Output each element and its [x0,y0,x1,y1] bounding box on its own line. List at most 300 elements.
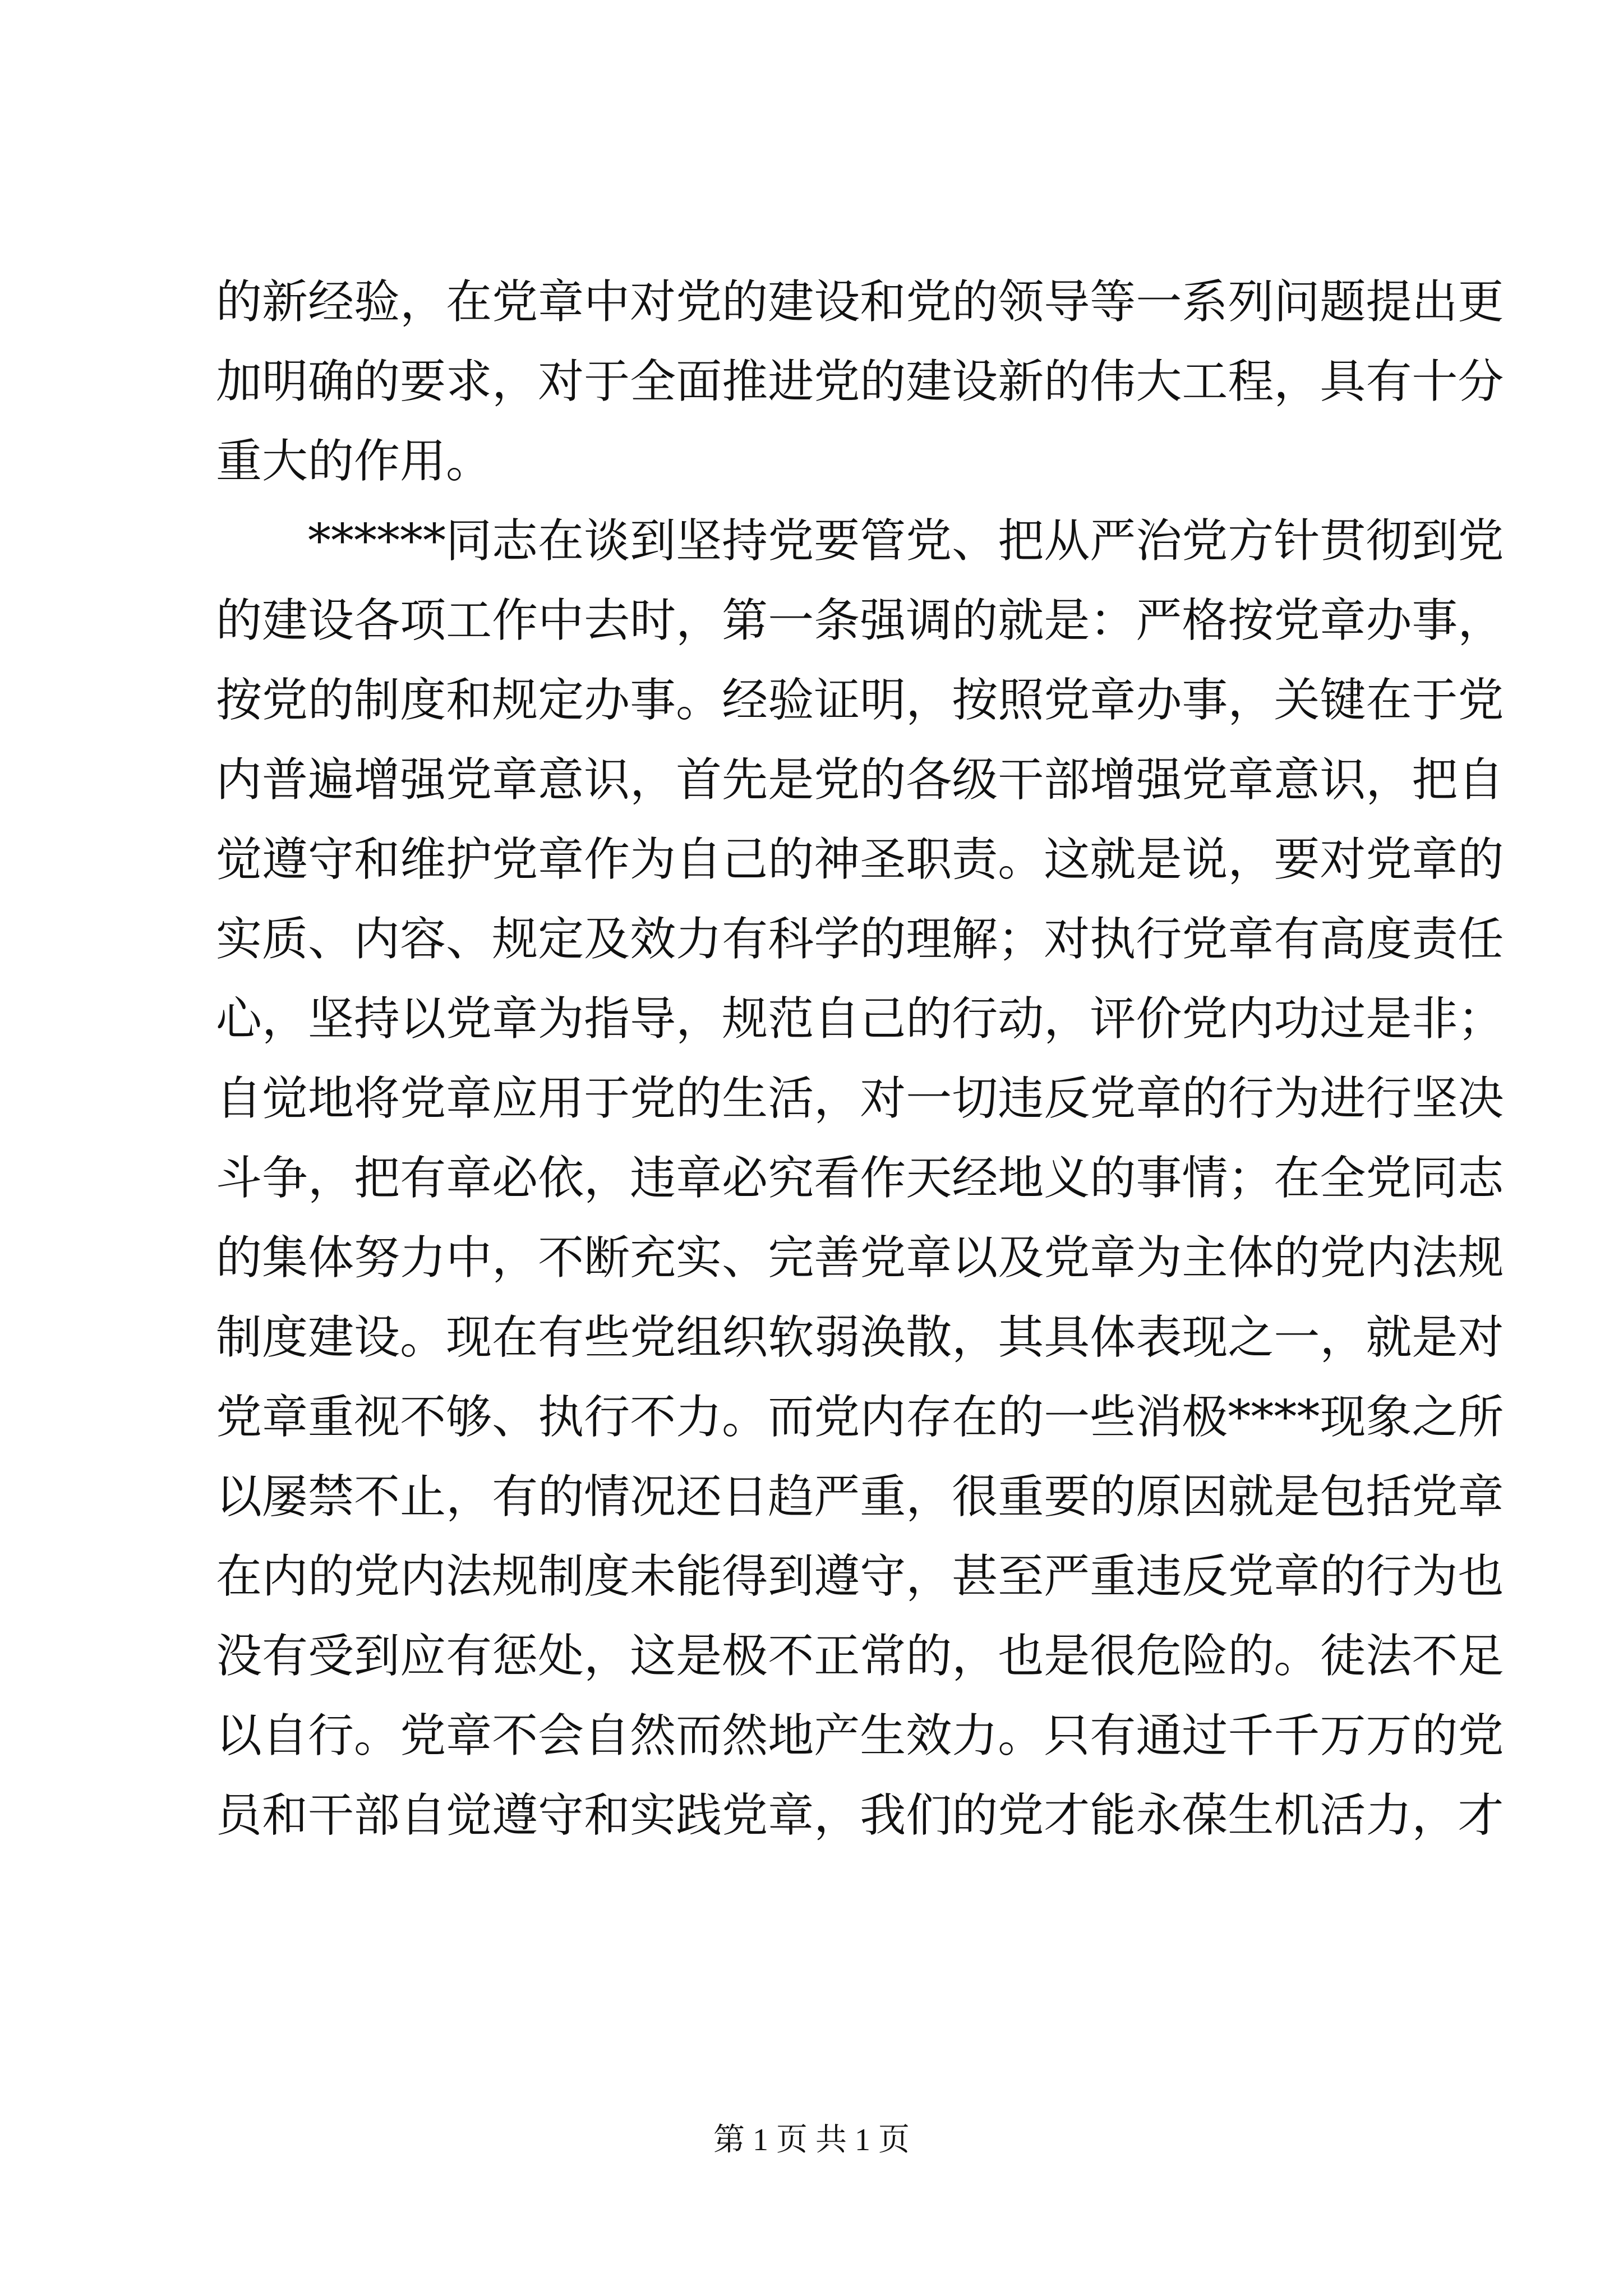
glyph: 验 [768,674,814,727]
glyph: 照 [998,674,1044,727]
glyph: 把 [354,1152,400,1205]
glyph: 地 [768,1709,814,1763]
glyph: ， [630,753,676,807]
glyph: * [331,514,354,568]
glyph: 就 [1228,1470,1274,1524]
glyph: 和 [584,1789,630,1842]
glyph: 我 [860,1789,906,1842]
glyph: 执 [1090,913,1136,966]
glyph: 强 [400,753,446,807]
glyph: ， [952,1311,998,1364]
glyph: 永 [1136,1789,1182,1842]
glyph: 现 [1182,1311,1228,1364]
glyph: 要 [814,514,860,568]
glyph: 以 [216,1709,262,1763]
glyph: 证 [814,674,860,727]
glyph: 很 [1090,1630,1136,1683]
glyph: 是 [1274,1470,1320,1524]
glyph: 的 [998,1391,1044,1444]
glyph: 体 [308,1231,354,1285]
glyph: 题 [1320,275,1366,329]
glyph: ， [952,1630,998,1683]
glyph: 建 [906,355,952,408]
glyph: 内 [860,1391,906,1444]
glyph: ， [1320,1311,1366,1364]
glyph: 设 [814,275,860,329]
glyph: 项 [400,594,446,647]
glyph: 生 [860,1709,906,1763]
glyph: 提 [1366,275,1412,329]
glyph: 的 [860,913,906,966]
glyph: 的 [676,1072,722,1125]
glyph: 全 [1320,1152,1366,1205]
glyph: 应 [492,1072,538,1125]
glyph: 设 [952,355,998,408]
glyph: 甚 [952,1550,998,1603]
glyph: 不 [492,1709,538,1763]
glyph: 强 [860,594,906,647]
glyph: 干 [308,1789,354,1842]
glyph: 验 [354,275,400,329]
glyph: 党 [446,992,492,1046]
text-line [216,342,1504,422]
glyph: 义 [1044,1152,1090,1205]
glyph: 至 [998,1550,1044,1603]
glyph: 践 [676,1789,722,1842]
glyph: 的 [722,275,768,329]
glyph: 会 [538,1709,584,1763]
glyph: 效 [906,1709,952,1763]
glyph: 度 [1366,913,1412,966]
glyph: 以 [216,1470,262,1524]
glyph: 制 [538,1550,584,1603]
glyph: 其 [998,1311,1044,1364]
text-line [216,1218,1504,1298]
glyph: 些 [1090,1391,1136,1444]
glyph: 违 [630,1152,676,1205]
glyph: 斗 [216,1152,262,1205]
glyph: 己 [722,833,768,886]
glyph: 及 [998,1231,1044,1285]
glyph: 把 [1412,753,1458,807]
glyph: ， [906,674,952,727]
glyph: 章 [768,1789,814,1842]
glyph: 生 [722,1072,768,1125]
glyph: 有 [538,1311,584,1364]
glyph: 组 [676,1311,722,1364]
glyph: 受 [308,1630,354,1683]
glyph: 对 [1044,913,1090,966]
glyph: 的 [1320,1550,1366,1603]
glyph: 章 [262,1391,308,1444]
glyph: 于 [584,355,630,408]
glyph: 过 [1182,1709,1228,1763]
glyph: 谈 [584,514,630,568]
glyph: 经 [308,275,354,329]
glyph: 究 [768,1152,814,1205]
paragraph [216,501,1504,1856]
glyph: 党 [1274,594,1320,647]
glyph: 极 [1182,1391,1228,1444]
glyph: 而 [768,1391,814,1444]
glyph: 章 [492,992,538,1046]
glyph: 反 [1182,1550,1228,1603]
glyph: 设 [354,1311,400,1364]
glyph: 党 [768,514,814,568]
glyph: 的 [952,275,998,329]
glyph: 一 [1044,1391,1090,1444]
glyph: 级 [952,753,998,807]
glyph: 规 [492,674,538,727]
glyph: 条 [814,594,860,647]
glyph: * [354,514,377,568]
glyph: 过 [1320,992,1366,1046]
glyph: 定 [538,674,584,727]
glyph: 党 [492,833,538,886]
glyph: 党 [1458,674,1504,727]
glyph: 万 [1320,1709,1366,1763]
glyph: 原 [1136,1470,1182,1524]
glyph: 决 [1458,1072,1504,1125]
glyph: 是 [1044,1630,1090,1683]
glyph: 弱 [814,1311,860,1364]
glyph: ， [676,594,722,647]
glyph: 党 [1090,1072,1136,1125]
glyph: 党 [1182,514,1228,568]
glyph: 实 [630,1789,676,1842]
glyph: 章 [492,753,538,807]
glyph: 处 [538,1630,584,1683]
glyph: ， [676,992,722,1046]
glyph: * [423,514,446,568]
glyph: 增 [354,753,400,807]
glyph: 章 [538,275,584,329]
glyph: 努 [354,1231,400,1285]
glyph: 才 [1458,1789,1504,1842]
glyph: ， [814,1072,860,1125]
glyph: 因 [1182,1470,1228,1524]
glyph: 之 [1412,1391,1458,1444]
glyph: 断 [584,1231,630,1285]
glyph: 党 [722,1789,768,1842]
glyph: 具 [1044,1311,1090,1364]
glyph: 作 [584,833,630,886]
glyph: 调 [906,594,952,647]
glyph: 章 [1412,833,1458,886]
glyph: 维 [400,833,446,886]
glyph: 具 [1320,355,1366,408]
glyph: 活 [768,1072,814,1125]
glyph: 未 [630,1550,676,1603]
glyph: 领 [998,275,1044,329]
glyph: 得 [722,1550,768,1603]
glyph: 行 [1366,1072,1412,1125]
glyph: 己 [860,992,906,1046]
glyph: 键 [1320,674,1366,727]
glyph: 现 [1320,1391,1366,1444]
glyph: 第 [722,594,768,647]
glyph: * [1297,1391,1320,1444]
glyph: 党 [354,1550,400,1603]
glyph: 的 [1458,833,1504,886]
paragraph [216,263,1504,501]
glyph: 力 [952,1709,998,1763]
glyph: 章 [906,1231,952,1285]
glyph: 新 [262,275,308,329]
glyph: 员 [216,1789,262,1842]
text-line [216,422,1410,501]
glyph: 表 [1136,1311,1182,1364]
glyph: 机 [1274,1789,1320,1842]
glyph: 章 [446,1152,492,1205]
text-line [216,1457,1504,1537]
glyph: 有 [262,1630,308,1683]
glyph: 自 [676,833,722,886]
glyph: 为 [1274,1072,1320,1125]
glyph: 依 [538,1152,584,1205]
glyph: 的 [952,594,998,647]
glyph: 有 [1090,1709,1136,1763]
glyph: 彻 [1366,514,1412,568]
glyph: 列 [1228,275,1274,329]
glyph: 必 [722,1152,768,1205]
glyph: 设 [308,594,354,647]
glyph: 容 [400,913,446,966]
glyph: 范 [768,992,814,1046]
page-footer [0,2115,1623,2160]
glyph: 就 [1090,833,1136,886]
glyph: 护 [446,833,492,886]
glyph: 神 [814,833,860,886]
glyph: 重 [860,1470,906,1524]
glyph: 。 [998,1709,1044,1763]
glyph: 事 [1136,1152,1182,1205]
glyph: 和 [262,1789,308,1842]
glyph: 同 [446,514,492,568]
glyph: 法 [446,1550,492,1603]
glyph: 禁 [308,1470,354,1524]
glyph: 到 [1412,514,1458,568]
glyph: 力 [676,1391,722,1444]
glyph: 包 [1320,1470,1366,1524]
glyph: 徒 [1320,1630,1366,1683]
glyph: 的 [1182,1072,1228,1125]
glyph: * [308,514,331,568]
glyph: 。 [722,1391,768,1444]
glyph: 的 [538,1470,584,1524]
glyph: 章 [1136,1072,1182,1125]
glyph: 持 [354,992,400,1046]
glyph: 危 [1136,1630,1182,1683]
glyph: 推 [722,355,768,408]
glyph: 的 [906,992,952,1046]
glyph: ， [1458,594,1504,647]
glyph: 行 [1228,1072,1274,1125]
glyph: 体 [1090,1311,1136,1364]
glyph: 章 [1320,594,1366,647]
glyph: ； [1228,1152,1274,1205]
glyph: 程 [1228,355,1274,408]
glyph: 力 [676,913,722,966]
glyph: 把 [998,514,1044,568]
glyph: 意 [538,753,584,807]
glyph: ， [308,1152,354,1205]
glyph: 党 [1044,674,1090,727]
glyph: 首 [676,753,722,807]
glyph: 评 [1090,992,1136,1046]
glyph: 职 [906,833,952,886]
glyph: 章 [1090,674,1136,727]
glyph: 不 [1412,1630,1458,1683]
glyph: 行 [952,992,998,1046]
glyph: 规 [492,1550,538,1603]
glyph: 去 [584,594,630,647]
glyph: 力 [1366,1789,1412,1842]
glyph: 内 [400,1550,446,1603]
glyph: 险 [1182,1630,1228,1683]
text-line [216,1298,1504,1378]
glyph: 章 [1274,1550,1320,1603]
glyph: 意 [1274,753,1320,807]
glyph: 坚 [676,514,722,568]
glyph: 章 [538,833,584,886]
glyph: 规 [722,992,768,1046]
glyph: 是 [1366,992,1412,1046]
glyph: 严 [814,1470,860,1524]
glyph: 应 [400,1630,446,1683]
glyph: 织 [722,1311,768,1364]
glyph: 重 [308,1391,354,1444]
glyph: 充 [630,1231,676,1285]
glyph: 葆 [1182,1789,1228,1842]
glyph: 党 [400,1709,446,1763]
glyph: 贯 [1320,514,1366,568]
glyph: 党 [814,355,860,408]
glyph: 是 [1044,594,1090,647]
glyph: 责 [1412,913,1458,966]
glyph: 然 [630,1709,676,1763]
text-line [216,501,1504,581]
glyph: 有 [1274,913,1320,966]
glyph: 重 [998,1470,1044,1524]
glyph: 中 [446,1231,492,1285]
glyph: 为 [630,833,676,886]
glyph: 的 [860,753,906,807]
glyph: 党 [400,1072,446,1125]
glyph: 学 [814,913,860,966]
glyph: * [377,514,400,568]
glyph: 面 [676,355,722,408]
document-body [216,263,1504,1856]
glyph: 涣 [860,1311,906,1364]
glyph: 制 [216,1311,262,1364]
glyph: ， [1366,753,1412,807]
glyph: 善 [814,1231,860,1285]
glyph: 干 [998,753,1044,807]
glyph: 在 [216,1550,262,1603]
glyph: 千 [1228,1709,1274,1763]
glyph: ， [1228,833,1274,886]
glyph: 的 [906,1630,952,1683]
glyph: 指 [584,992,630,1046]
glyph: 全 [630,355,676,408]
glyph: 重 [1090,1550,1136,1603]
glyph: 就 [1366,1311,1412,1364]
glyph: 一 [906,1072,952,1125]
glyph: 日 [722,1470,768,1524]
glyph: 对 [1458,1311,1504,1364]
glyph: 党 [262,674,308,727]
glyph: 力 [400,1231,446,1285]
glyph: 自 [1458,753,1504,807]
text-line [216,1378,1504,1457]
glyph: 。 [400,1311,446,1364]
glyph: 集 [262,1231,308,1285]
glyph: 的 [308,1550,354,1603]
text-line [216,1776,1504,1856]
glyph: * [400,514,423,568]
glyph: 、 [952,514,998,568]
glyph: 明 [262,355,308,408]
glyph: 在 [1366,674,1412,727]
glyph: 理 [906,913,952,966]
glyph: 的 [354,355,400,408]
glyph: 在 [952,1391,998,1444]
glyph: 质 [262,913,308,966]
glyph: 党 [1366,833,1412,886]
glyph: 伟 [1090,355,1136,408]
glyph: 时 [630,594,676,647]
glyph: 关 [1274,674,1320,727]
glyph: 章 [1090,1231,1136,1285]
glyph: 些 [584,1311,630,1364]
glyph: ， [1228,674,1274,727]
glyph: 然 [722,1709,768,1763]
glyph: 是 [1136,833,1182,886]
glyph: 极 [722,1630,768,1683]
glyph: * [1274,1391,1297,1444]
glyph: 很 [952,1470,998,1524]
glyph: 党 [1182,753,1228,807]
glyph: 科 [768,913,814,966]
glyph: 责 [952,833,998,886]
glyph: 一 [768,594,814,647]
glyph: 动 [998,992,1044,1046]
glyph: 违 [1136,1550,1182,1603]
glyph: 识 [584,753,630,807]
glyph: 经 [722,674,768,727]
glyph: 正 [814,1630,860,1683]
glyph: 守 [860,1550,906,1603]
glyph: 和 [354,833,400,886]
glyph: 在 [446,275,492,329]
glyph: 在 [492,1311,538,1364]
glyph: 加 [216,355,262,408]
glyph: 持 [722,514,768,568]
glyph: 况 [630,1470,676,1524]
glyph: 这 [1044,833,1090,886]
glyph: 党 [906,514,952,568]
glyph: 产 [814,1709,860,1763]
glyph: 情 [584,1470,630,1524]
glyph: 导 [630,992,676,1046]
glyph: ， [262,992,308,1046]
glyph: * [1228,1391,1251,1444]
glyph: 争 [262,1152,308,1205]
glyph: 事 [1182,674,1228,727]
glyph: 党 [1044,1231,1090,1285]
glyph: 坚 [308,992,354,1046]
